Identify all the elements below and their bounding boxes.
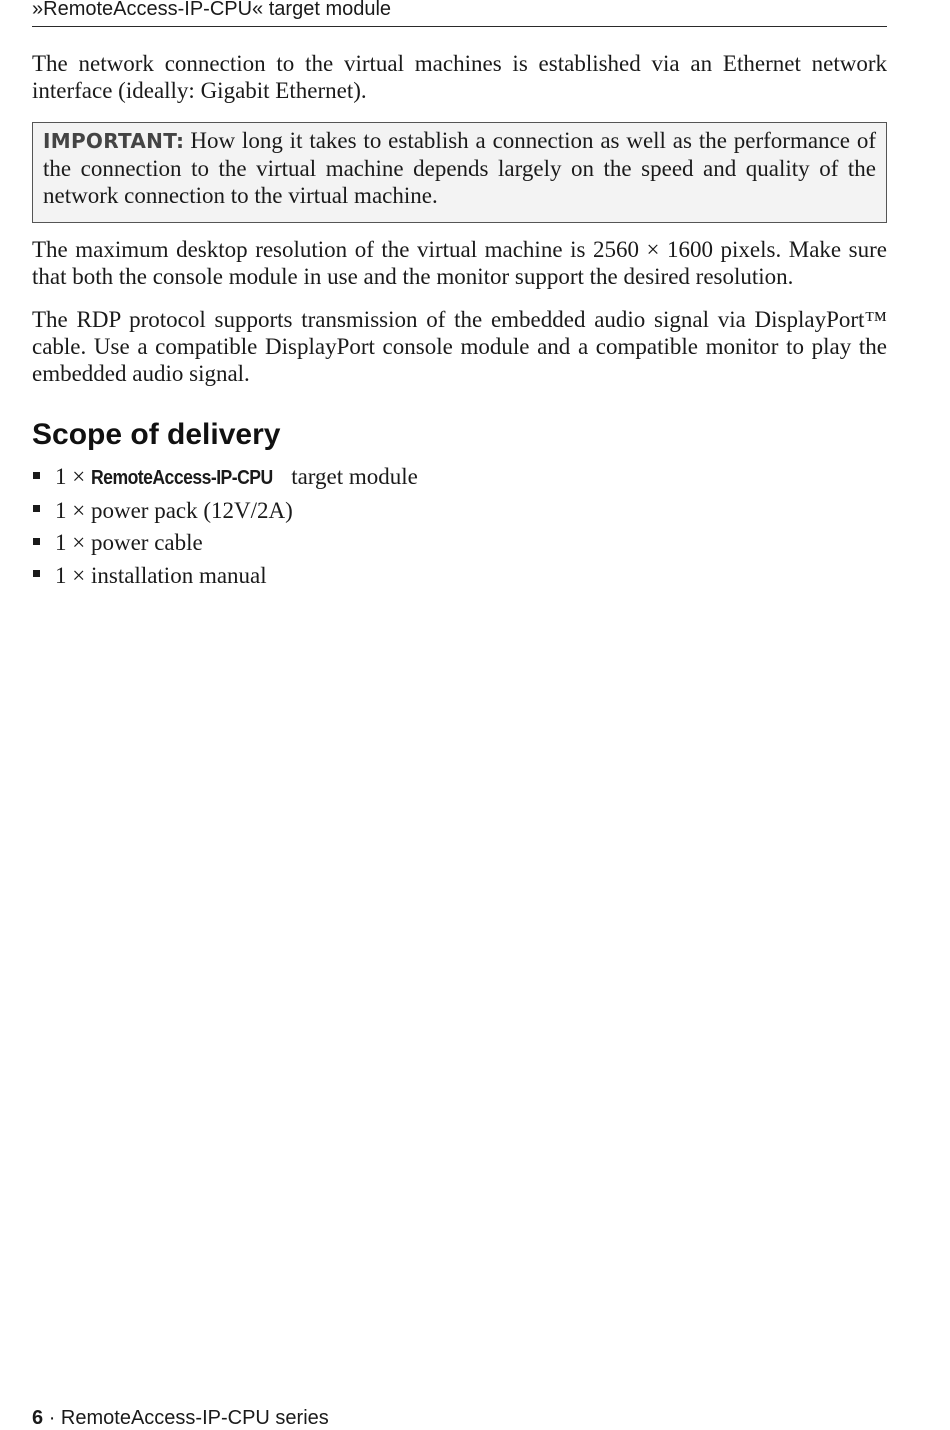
bullet-square-icon — [33, 505, 40, 512]
list-item — [32, 495, 887, 528]
item-qty: 1 × — [55, 464, 86, 489]
page-content — [32, 50, 887, 592]
list-item — [32, 527, 887, 560]
bullet-square-icon — [33, 570, 40, 577]
item-text: target module — [291, 464, 418, 489]
delivery-list — [32, 461, 887, 592]
page-footer — [32, 1406, 329, 1430]
item-text: power pack (12V/2A) — [90, 497, 293, 523]
notice-text: How long it takes to establish a connection as well as the performance of the connection to the virtual machine depends largely on the speed and quality of the network connection to the virtual machine. — [43, 128, 876, 208]
bullet-square-icon — [33, 472, 40, 479]
bullet-square-icon — [33, 538, 40, 545]
paragraph-resolution: The maximum desktop resolution of the virtual machine is 2560 × 1600 pixels. Make sure that both the console module in use and the monitor support the desired resolution. — [32, 237, 887, 289]
list-item — [32, 560, 887, 593]
item-qty: 1 × — [55, 530, 86, 555]
product-name: RemoteAccess-IP-CPU — [90, 467, 273, 489]
item-text: power cable — [90, 530, 203, 555]
item-qty: 1 × — [55, 562, 86, 588]
section-heading-scope: Scope of delivery — [32, 418, 281, 451]
notice-label: IMPORTANT: — [43, 129, 185, 153]
header-rule — [32, 26, 887, 27]
running-header: »RemoteAccess-IP-CPU« target module — [32, 0, 392, 20]
important-notice — [32, 122, 887, 223]
list-item — [32, 461, 887, 495]
paragraph-network-connection: The network connection to the virtual machines is established via an Ethernet network interface (ideally: Gigabit Ethernet). — [32, 51, 887, 103]
paragraph-audio: The RDP protocol supports transmission of the embedded audio signal via DisplayPort™ cable. Use a compatible DisplayPort console module and a compatible monitor to play the embedded audio signal. — [32, 307, 887, 386]
footer-series: RemoteAccess-IP-CPU series — [60, 1407, 329, 1429]
footer-separator: · — [48, 1407, 56, 1429]
page-number: 6 — [32, 1407, 44, 1429]
item-qty: 1 × — [55, 497, 86, 523]
item-text: installation manual — [90, 562, 267, 588]
